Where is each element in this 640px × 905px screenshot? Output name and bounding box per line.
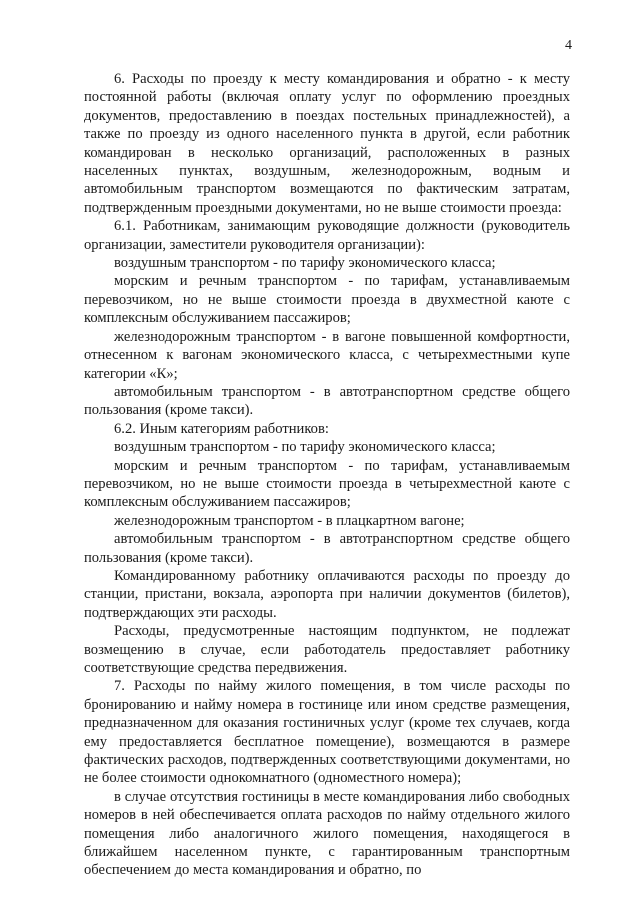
paragraph-6-2: 6.2. Иным категориям работников: <box>114 420 329 437</box>
paragraph-7: 7. Расходы по найму жилого помещения, в том числе расходы по бронированию и найму номера в гостинице или ином средстве размещения, предназначенном для оказания гостиничных услуг (кроме тех случаев, когда ему предоставляется бесплатное помещение), возмещаются в размере фактических расходов, подтвержденных соответствующими документами, но не более стоимости однокомнатного (одноместного номера); <box>84 678 570 787</box>
paragraph-6-2-road: автомобильным транспортом - в автотранспортном средстве общего пользования (кроме такси). <box>84 531 570 566</box>
page-number: 4 <box>565 38 572 53</box>
paragraph-6-2-water: морским и речным транспортом - по тарифам, устанавливаемым перевозчиком, но не выше стоимости проезда в четырехместной каюте с комплексным обслуживанием пассажиров; <box>84 457 570 511</box>
paragraph-6-1-road: автомобильным транспортом - в автотранспортном средстве общего пользования (кроме такси). <box>84 383 570 419</box>
paragraph-6-2-air: воздушным транспортом - по тарифу экономического класса; <box>114 439 496 456</box>
paragraph-6: 6. Расходы по проезду к месту командирования и обратно - к месту постоянной работы (включая оплату услуг по оформлению проездных документов, предоставлению в поездах постельных принадлежностей), а также по проезду из одного населенного пункта в другой, если работник командирован в несколько организаций, расположенных в разных населенных пунктах, воздушным, железнодорожным, водным и автомобильным транспортом возмещаются по фактическим затратам, подтвержденным проездными документами, но не выше стоимости проезда: <box>84 71 570 216</box>
paragraph-6-1-water: морским и речным транспортом - по тарифам, устанавливаемым перевозчиком, но не выше стоимости проезда в двухместной каюте с комплексным обслуживанием пассажиров; <box>84 273 570 327</box>
paragraph-6-2-rail: железнодорожным транспортом - в плацкартном вагоне; <box>114 512 465 529</box>
paragraph-6-1-rail: железнодорожным транспортом - в вагоне повышенной комфортности, отнесенном к вагонам экономического класса, с четырехместными купе категории «К»; <box>84 328 570 382</box>
paragraph-no-reimbursement: Расходы, предусмотренные настоящим подпунктом, не подлежат возмещению в случае, если работодатель предоставляет работнику соответствующие средства передвижения. <box>84 623 570 676</box>
paragraph-6-1-air: воздушным транспортом - по тарифу экономического класса; <box>114 255 496 272</box>
paragraph-7-no-hotel: в случае отсутствия гостиницы в месте командирования либо свободных номеров в ней обеспечивается оплата расходов по найму отдельного жилого помещения либо аналогичного жилого помещения, находящегося в ближайшем населенном пункте, с гарантированным транспортным обеспечением до места командирования и обратно, по <box>84 788 570 879</box>
paragraph-6-1: 6.1. Работникам, занимающим руководящие должности (руководитель организации, заместители руководителя организации): <box>84 218 570 253</box>
paragraph-terminal-expenses: Командированному работнику оплачиваются расходы по проезду до станции, пристани, вокзала, аэропорта при наличии документов (билетов), подтверждающих эти расходы. <box>84 567 570 621</box>
document-body <box>84 70 570 880</box>
